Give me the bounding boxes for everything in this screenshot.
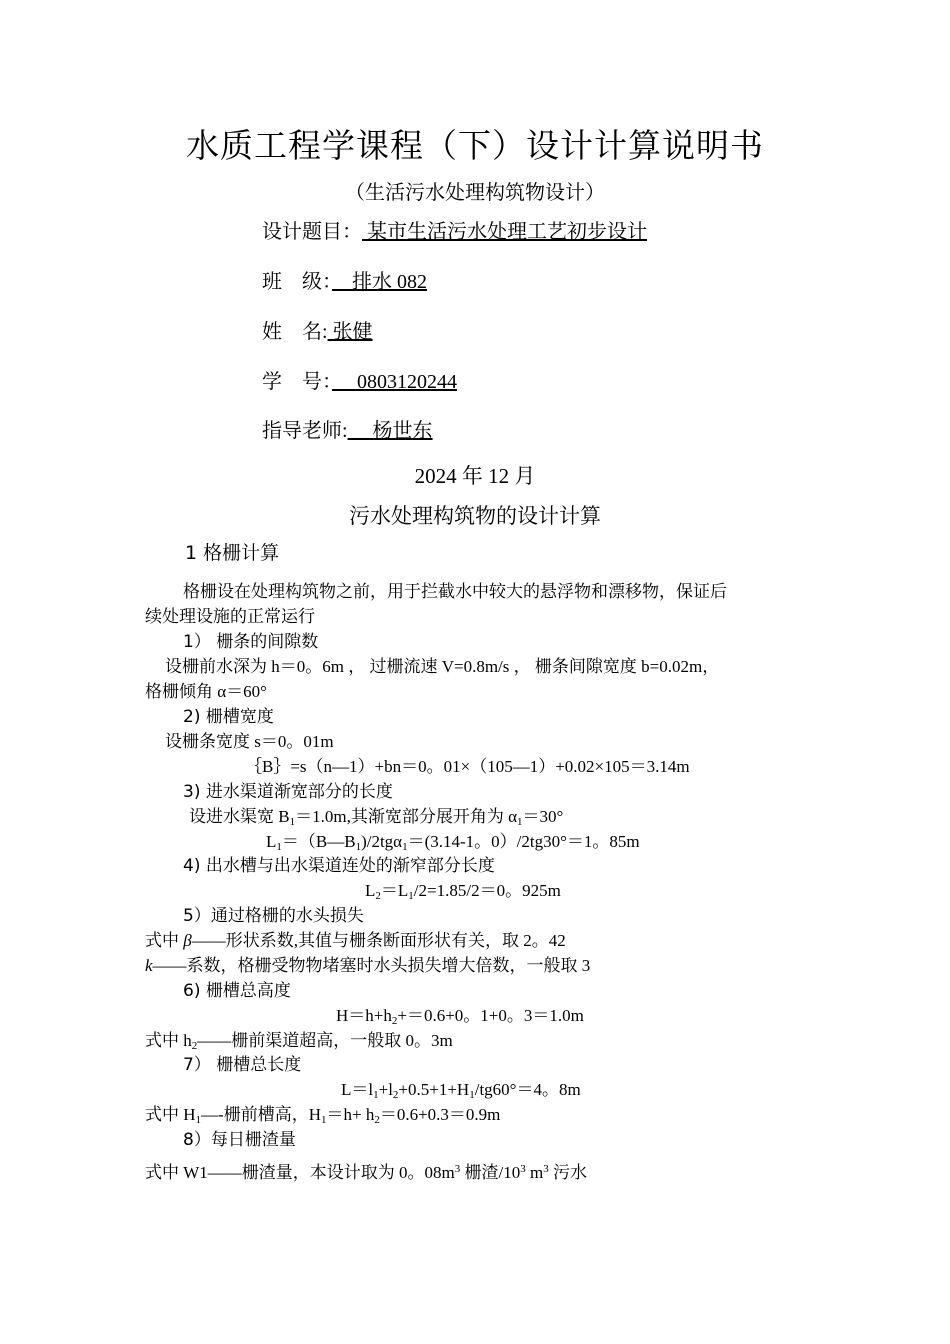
text-run: /tg60°＝4。8m (474, 1080, 581, 1099)
info-student-id (262, 365, 457, 394)
step-2-line-1: 设栅条宽度 s＝0。01m (165, 732, 334, 751)
subscript: 1 (408, 890, 414, 902)
text-run: L＝l (341, 1080, 374, 1099)
info-class (262, 265, 427, 294)
document-subtitle: （生活污水处理构筑物设计） (345, 180, 605, 204)
text-run: 式中 H (145, 1105, 196, 1124)
step-6-heading: 6) 栅槽总高度 (183, 981, 291, 1001)
info-topic (262, 215, 647, 244)
section-1-heading: 1 格栅计算 (185, 542, 280, 564)
text-run: +l (378, 1080, 393, 1099)
info-id-value: 0803120244 (332, 371, 457, 393)
text-run: ＝（B—B (281, 832, 356, 851)
subscript: 1 (289, 816, 296, 828)
subscript: 1 (373, 1089, 379, 1101)
superscript: 3 (543, 1163, 549, 1175)
step-1-line-2: 格栅倾角 α＝60° (145, 682, 267, 701)
intro-paragraph-line-2: 续处理设施的正常运行 (145, 607, 315, 626)
text-run: 栅渣/10 (460, 1163, 521, 1182)
info-name-value: 张健 (327, 321, 373, 343)
step-4-heading: 4) 出水槽与出水渠道连处的渐窄部分长度 (183, 856, 495, 876)
text-run: 式中 (145, 931, 184, 950)
step-7-heading: 7） 栅槽总长度 (183, 1055, 302, 1075)
step-6-formula (336, 1001, 584, 1027)
text-run: m (525, 1163, 544, 1182)
step-5-line-2 (145, 951, 590, 976)
text-run: ＝(3.14-1。0）/2tg30°＝1。85m (407, 832, 640, 851)
text-run: +＝0.6+0。1+0。3＝1.0m (397, 1006, 584, 1025)
step-1-heading: 1） 栅条的间隙数 (183, 632, 319, 652)
step-3-heading: 3) 进水渠道渐宽部分的长度 (183, 782, 393, 802)
subscript: 1 (355, 841, 362, 853)
step-4-formula (365, 876, 561, 902)
subscript: 1 (195, 1114, 202, 1126)
text-run: 式中 h (145, 1031, 192, 1050)
step-1-line-1: 设栅前水深为 h＝0。6m ， 过栅流速 V=0.8m/s ， 栅条间隙宽度 b=0.02m， (165, 657, 720, 676)
text-run: —-栅前槽高，H (201, 1105, 321, 1124)
info-advisor-label: 指导老师: (262, 420, 348, 442)
document-title: 水质工程学课程（下）设计计算说明书 (186, 126, 764, 165)
subscript: 2 (375, 890, 381, 902)
document-date: 2024 年 12 月 (414, 464, 536, 488)
step-5-line-1 (145, 926, 566, 951)
info-class-value: 排水 082 (332, 271, 427, 293)
text-run: 污水 (548, 1163, 587, 1182)
subscript: 1 (469, 1089, 475, 1101)
step-8-heading: 8）每日栅渣量 (183, 1130, 296, 1150)
superscript: 3 (454, 1163, 461, 1175)
k-symbol: k (145, 956, 153, 975)
text-run: L (365, 881, 376, 900)
step-3-line-1 (189, 802, 563, 828)
subscript: 2 (392, 1089, 399, 1101)
subscript: 1 (516, 816, 523, 828)
step-8-note (145, 1158, 587, 1183)
step-7-formula (341, 1075, 581, 1101)
superscript: 3 (520, 1163, 526, 1175)
beta-symbol: β (183, 931, 192, 950)
text-run: 设进水渠宽 B (189, 807, 290, 826)
info-class-label: 班 级： (262, 271, 332, 293)
intro-paragraph-line-1: 格栅设在处理构筑物之前，用于拦截水中较大的悬浮物和漂移物，保证后 (183, 582, 727, 601)
step-2-heading: 2) 栅槽宽度 (183, 707, 274, 727)
step-7-note (145, 1100, 500, 1126)
text-run: L (266, 832, 277, 851)
text-run: ＝0.6+0.3＝0.9m (379, 1105, 501, 1124)
info-advisor-value: 杨世东 (347, 420, 433, 442)
text-run: )/2tgα (361, 832, 403, 851)
info-id-label: 学 号： (262, 371, 332, 393)
step-6-note (145, 1026, 453, 1052)
text-run: ——系数，格栅受物物堵塞时水头损失增大倍数，一般取 3 (152, 956, 591, 975)
info-topic-label: 设计题目： (262, 221, 362, 243)
text-run: ＝30° (522, 807, 564, 826)
text-run: +0.5+1+H (398, 1080, 470, 1099)
info-advisor (262, 414, 433, 443)
info-name (262, 315, 373, 344)
subscript: 1 (320, 1114, 327, 1126)
text-run: ＝1.0m,其渐宽部分展开角为 α (295, 807, 517, 826)
subscript: 1 (402, 841, 408, 853)
text-run: ——形状系数,其值与栅条断面形状有关，取 2。42 (191, 931, 566, 950)
section-title: 污水处理构筑物的设计计算 (349, 504, 601, 528)
step-3-formula (266, 827, 640, 853)
step-2-formula: ｛B｝=s（n—1）+bn＝0。01×（105—1）+0.02×105＝3.14m (245, 757, 690, 776)
subscript: 1 (276, 841, 282, 853)
subscript: 2 (374, 1114, 380, 1126)
step-5-heading: 5）通过格栅的水头损失 (183, 906, 364, 926)
text-run: /2=1.85/2＝0。925m (413, 881, 561, 900)
subscript: 2 (191, 1040, 198, 1052)
text-run: ——栅前渠道超高，一般取 0。3m (197, 1031, 453, 1050)
info-name-label: 姓 名: (262, 321, 328, 343)
text-run: 式中 W1——栅渣量，本设计取为 0。08m (145, 1163, 455, 1182)
text-run: H＝h+h (336, 1006, 392, 1025)
text-run: ＝h+ h (326, 1105, 375, 1124)
text-run: ＝L (380, 881, 409, 900)
subscript: 2 (391, 1015, 398, 1027)
info-topic-value: 某市生活污水处理工艺初步设计 (362, 221, 647, 243)
